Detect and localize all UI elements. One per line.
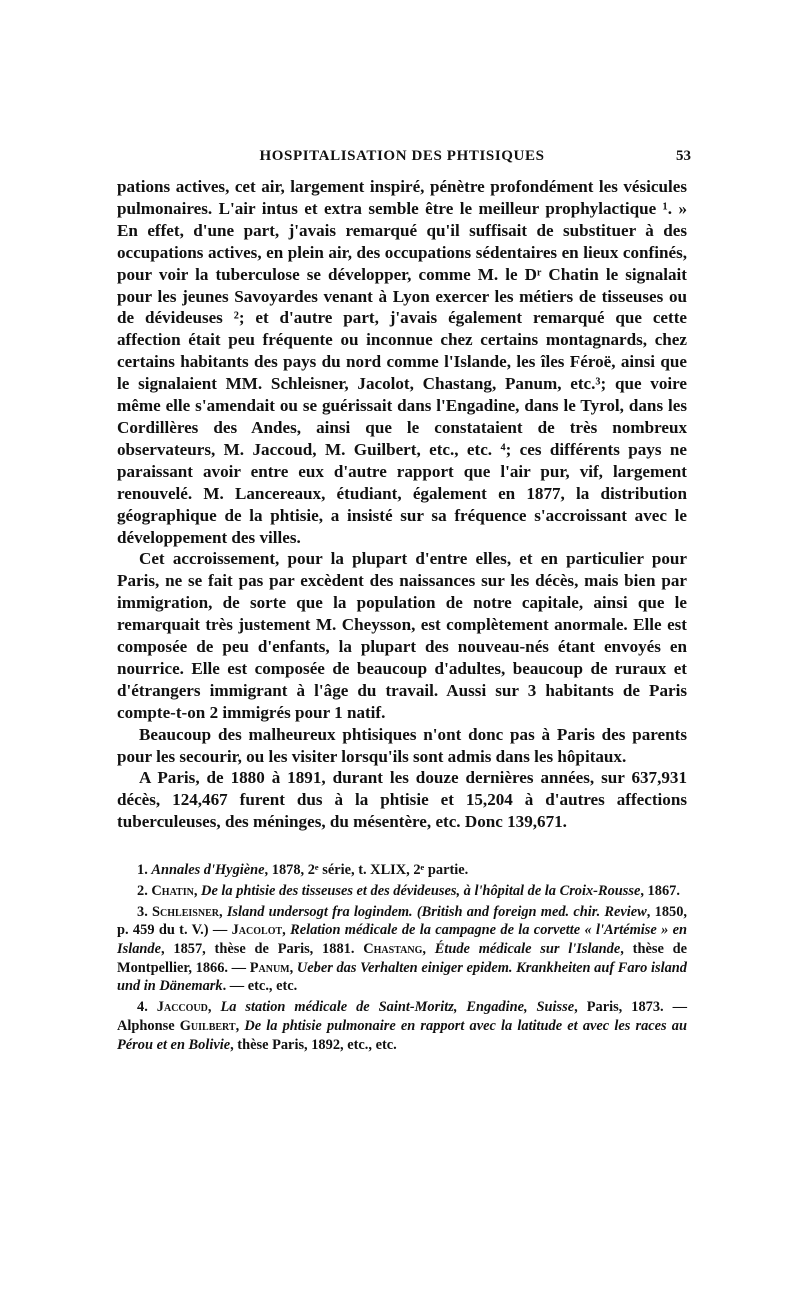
paragraph: pations actives, cet air, largement inspiré, pénètre profondément les vésicules pulmonaires. L'air intus et extra semble être le meilleur prophylactique ¹. » En effet, d'une part, j'avais remarqué qu'il suffisait de substituer à des occupations actives, en plein air, des occupations sédentaires en lieux confinés, pour voir la tuberculose se développer, comme M. le Dʳ Chatin le signalait pour les jeunes Savoyardes venant à Lyon exercer les métiers de tisseuses ou de dévideuses ²; et d'autre part, j'avais également remarqué que cette affection était peu fréquente ou inconnue chez certains montagnards, chez certains habitants des pays du nord comme l'Islande, les îles Féroë, ainsi que le signalaient MM. Schleisner, Jacolot, Chastang, Panum, etc.³; que voire même elle s'amendait ou se guérissait dans l'Engadine, dans le Tyrol, dans les Cordillères des Andes, ainsi que le constataient de très nombreux observateurs, M. Jaccoud, M. Guilbert, etc., etc. ⁴; ces différents pays ne paraissant avoir entre eux d'autre rapport que l'air pur, vif, largement renouvelé. M. Lancereaux, étudiant, également en 1877, la distribution géographique de la phtisie, a insisté sur sa fréquence s'accroissant avec le développement des villes. (117, 177, 687, 547)
citation-details: , thèse de Montpellier, 1866. — (117, 941, 688, 976)
footnote-number: 3. (137, 903, 148, 920)
book-page (117, 148, 691, 1056)
cited-title: Étude médicale sur l'Islande (434, 941, 621, 957)
footnote-number: 2. (137, 882, 148, 899)
footnote-2: 2. Chatin, De la phtisie des tisseuses et des dévideuses, à l'hôpital de la Croix-Rousse, 1867. (137, 882, 680, 899)
footnotes (117, 861, 687, 1054)
paragraph: Beaucoup des malheureux phtisiques n'ont donc pas à Paris des parents pour les secourir, ou les visiter lorsqu'ils sont admis dans les hôpitaux. (117, 724, 687, 766)
footnote-4: 4. Jaccoud, La station médicale de Saint-Moritz, Engadine, Suisse, Paris, 1873. — Alphonse Guilbert, De la phtisie pulmonaire en rapport avec la latitude et avec les races au Pérou et en Bolivie, thèse Paris, 1892, etc., etc. (117, 999, 687, 1053)
citation-details: . — etc., etc. (222, 978, 298, 995)
cited-title: La station médicale de Saint-Moritz, Engadine, Suisse (220, 999, 575, 1016)
citation-details: , 1850, p. 459 du t. V.) — (117, 903, 687, 939)
citation-details: , 1867. (640, 882, 680, 899)
body-text (117, 176, 687, 833)
cited-author: Jaccoud (156, 999, 208, 1016)
citation-details: , 1857, thèse de Paris, 1881. (160, 941, 364, 957)
paragraph: Cet accroissement, pour la plupart d'entre elles, et en particulier pour Paris, ne se fait pas par excèdent des naissances sur les décès, mais bien par immigration, de sorte que la population de notre capitale, ainsi que le remarquait très justement M. Cheysson, est complètement anormale. Elle est composée de peu d'enfants, la plupart des nouveau-nés étant envoyés en nourrice. Elle est composée de beaucoup d'adultes, beaucoup de ruraux et d'étrangers immigrant à l'âge du travail. Aussi sur 3 habitants de Paris compte-t-on 2 immigrés pour 1 natif. (117, 549, 687, 722)
cited-author: Panum (249, 959, 290, 976)
footnote-1 (117, 861, 687, 880)
running-title: HOSPITALISATION DES PHTISIQUES (259, 148, 545, 164)
cited-author: Guilbert (179, 1017, 236, 1034)
cited-title: Ueber das Verhalten einiger epidem. Krankheiten auf Faro island und in Dänemark (117, 959, 688, 995)
cited-author: Jacolot (231, 922, 283, 939)
citation-details: , thèse Paris, 1892, etc., etc. (230, 1036, 397, 1053)
cited-title: De la phtisie pulmonaire en rapport avec la latitude et avec les races au Pérou et en Bolivie (117, 1017, 687, 1053)
cited-title: De la phtisie des tisseuses et des dévideuses, à l'hôpital de la Croix-Rousse (201, 882, 641, 899)
page-header (117, 148, 691, 170)
cited-title: Annales d'Hygiène (151, 862, 265, 879)
cited-title: Relation médicale de la campagne de la corvette « l'Artémise » en Islande (117, 922, 687, 957)
cited-title: Island undersogt fra logindem. (British and foreign med. chir. Review (226, 903, 647, 920)
cited-author: Chatin (151, 882, 194, 899)
cited-author: Schleisner (152, 903, 219, 920)
paragraph: A Paris, de 1880 à 1891, durant les douze dernières années, sur 637,931 décès, 124,467 furent dus à la phtisie et 15,204 à d'autres affections tuberculeuses, des méninges, du mésentère, etc. Donc 139,671. (117, 768, 687, 832)
page-number: 53 (676, 148, 691, 164)
citation-details: , Paris, 1873. — Alphonse (117, 999, 687, 1034)
footnote-3: 3. Schleisner, Island undersogt fra logindem. (British and foreign med. chir. Review, 1850, p. 459 du t. V.) — Jacolot, Relation médicale de la campagne de la corvette « l'Artémise » en Islande, 1857, thèse de Paris, 1881. Chastang, Étude médicale sur l'Islande, thèse de Montpellier, 1866. — Panum, Ueber das Verhalten einiger epidem. Krankheiten auf Faro island und in Dänemark. — etc., etc. (117, 903, 688, 995)
citation-details: , 1878, 2ᵉ série, t. XLIX, 2ᵉ partie. (264, 862, 469, 879)
footnote-number: 4. (137, 999, 148, 1016)
cited-author: Chastang (363, 941, 423, 957)
footnote-number: 1. (137, 862, 148, 879)
